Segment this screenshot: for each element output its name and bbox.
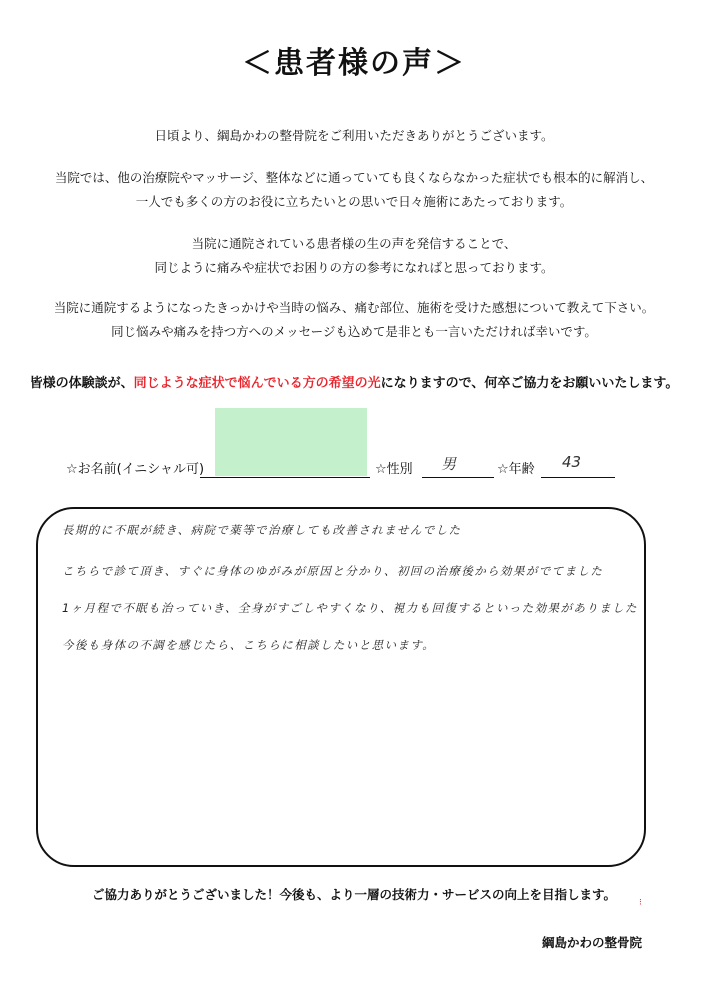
testimonial-line-1: 長期的に不眠が続き、病院で薬等で治療しても改善されませんでした [62, 523, 462, 537]
request-message [0, 372, 708, 391]
request-text-before: 皆様の体験談が、 [29, 376, 134, 391]
footer-message: ご協力ありがとうございました！今後も、より一層の技術力・サービスの向上を目指します。 [91, 887, 616, 902]
intro-paragraph-4 [0, 296, 708, 344]
request-text-highlight: 同じような症状で悩んでいる方の希望の光 [133, 376, 381, 391]
intro-line: 当院に通院されている患者様の生の声を発信することで、 [191, 236, 517, 251]
gender-label: ☆性別 [375, 462, 413, 477]
intro-line: 一人でも多くの方のお役に立ちたいとの思いで日々施術にあたっております。 [135, 194, 573, 209]
testimonial-line-4: 今後も身体の不調を感じたら、こちらに相談したいと思います。 [62, 638, 436, 652]
intro-paragraph-1 [0, 124, 708, 148]
age-label: ☆年齢 [497, 462, 535, 477]
intro-line: 当院では、他の治療院やマッサージ、整体などに通っていても良くならなかった症状でも根本的に解消し、 [54, 170, 654, 185]
name-label: ☆お名前(イニシャル可) [66, 462, 205, 477]
name-field[interactable] [200, 477, 370, 478]
intro-line: 同じ悩みや痛みを持つ方へのメッセージも込めて是非とも一言いただければ幸いです。 [111, 324, 597, 339]
clinic-name: 綱島かわの整骨院 [541, 935, 642, 950]
gender-value: 男 [441, 455, 457, 473]
intro-paragraph-2 [0, 166, 708, 214]
patient-info-row [0, 455, 708, 481]
testimonial-line-2: こちらで診て頂き、すぐに身体のゆがみが原因と分かり、初回の治療後から効果がでてました [62, 564, 604, 578]
gender-field[interactable] [422, 477, 494, 478]
intro-line: 当院に通院するようになったきっかけや当時の悩み、痛む部位、施術を受けた感想について教えて下さい。 [53, 300, 655, 315]
red-mark-icon: ⁝ [639, 898, 642, 908]
testimonial-box [36, 507, 646, 867]
age-value: 43 [562, 453, 582, 471]
testimonial-line-3: 1ヶ月程で不眠も治っていき、全身がすごしやすくなり、視力も回復するといった効果がありました [62, 601, 638, 615]
request-text-after: になりますので、何卒ご協力をお願いいたします。 [380, 376, 679, 391]
intro-paragraph-3 [0, 232, 708, 280]
page-title: ＜患者様の声＞ [242, 46, 466, 81]
intro-line: 日頃より、綱島かわの整骨院をご利用いただきありがとうございます。 [154, 128, 554, 143]
intro-line: 同じように痛みや症状でお困りの方の参考になればと思っております。 [154, 260, 554, 275]
age-field[interactable] [541, 477, 615, 478]
